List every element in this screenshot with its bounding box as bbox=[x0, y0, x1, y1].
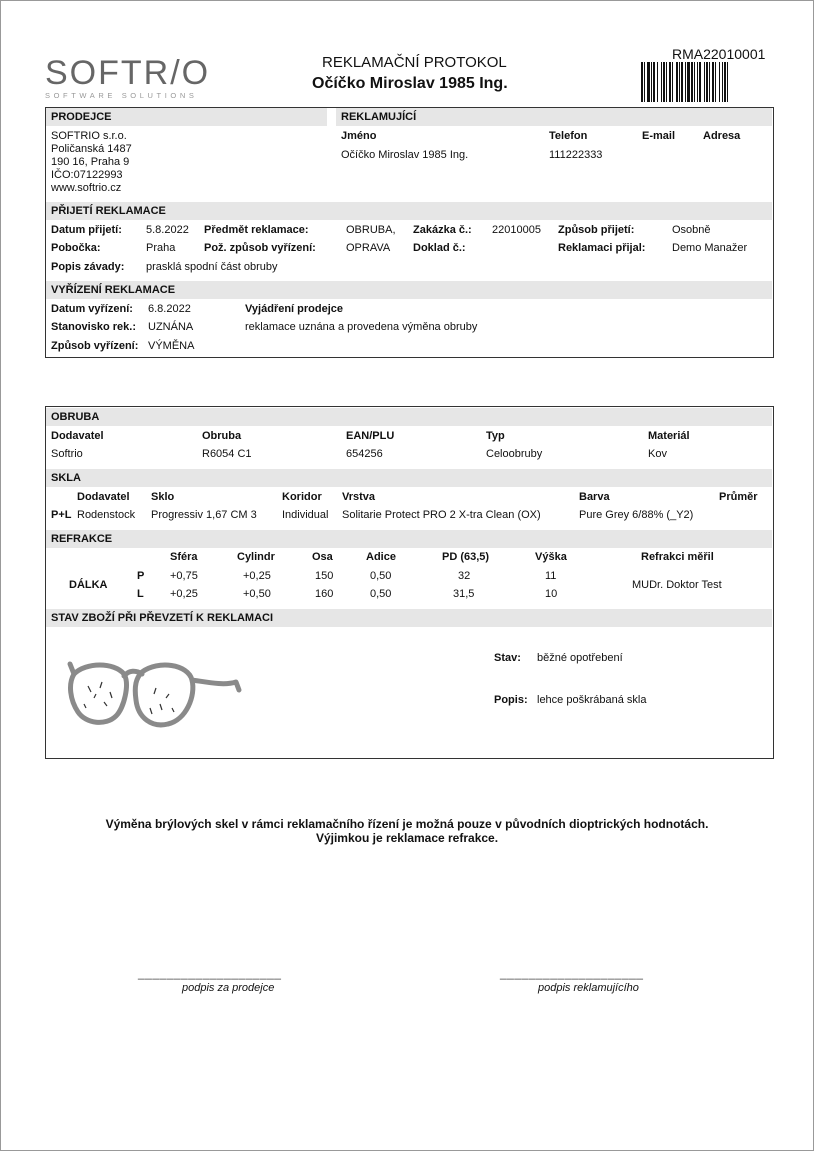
vyjadreni: reklamace uznána a provedena výměna obruby bbox=[245, 321, 478, 333]
zpusob-label: Způsob vyřízení: bbox=[51, 340, 139, 352]
reklamujici-col-telefon: Telefon bbox=[549, 130, 588, 142]
logo-word: SOFTR/O bbox=[45, 54, 211, 92]
refrakce-h-sfera: Sféra bbox=[170, 551, 198, 563]
refrakce-cylindr: +0,25 bbox=[243, 570, 271, 582]
refrakce-bar bbox=[46, 530, 772, 548]
refrakce-meril: MUDr. Doktor Test bbox=[632, 579, 722, 591]
barcode bbox=[640, 62, 772, 102]
obruba-material: Kov bbox=[648, 448, 667, 460]
refrakce-h-vyska: Výška bbox=[535, 551, 567, 563]
datum-vyrizeni-label: Datum vyřízení: bbox=[51, 303, 133, 315]
refrakce-h-pd: PD (63,5) bbox=[442, 551, 490, 563]
stanovisko-label: Stanovisko rek.: bbox=[51, 321, 136, 333]
skla-heading: SKLA bbox=[51, 472, 81, 484]
predmet: OBRUBA, bbox=[346, 224, 396, 236]
skla-h-vrstva: Vrstva bbox=[342, 491, 376, 503]
zpusob: VÝMĚNA bbox=[148, 340, 195, 352]
softrio-logo bbox=[45, 54, 210, 100]
refrakce-adice: 0,50 bbox=[370, 570, 392, 582]
signature-line-prodejce: ____________________ bbox=[138, 966, 282, 980]
obruba-h-obruba: Obruba bbox=[202, 430, 242, 442]
prodejce-line: Poličanská 1487 bbox=[51, 143, 132, 155]
stav-popis: lehce poškrábaná skla bbox=[537, 694, 647, 706]
obruba-bar bbox=[46, 408, 772, 426]
refrakce-heading: REFRAKCE bbox=[51, 533, 113, 545]
refrakce-h-cylindr: Cylindr bbox=[237, 551, 275, 563]
reklamujici-col-email: E-mail bbox=[642, 130, 676, 142]
refrakce-osa: 150 bbox=[315, 570, 334, 582]
zpusob-prijeti-label: Způsob přijetí: bbox=[558, 224, 635, 236]
rma-number: RMA22010001 bbox=[672, 46, 766, 62]
obruba-ean: 654256 bbox=[346, 448, 383, 460]
stav-heading: STAV ZBOŽÍ PŘI PŘEVZETÍ K REKLAMACI bbox=[51, 612, 274, 624]
pobocka-label: Pobočka: bbox=[51, 242, 101, 254]
refrakce-eye: L bbox=[137, 588, 144, 600]
signature-line-reklamujici: ____________________ bbox=[500, 966, 644, 980]
obruba-h-dodavatel: Dodavatel bbox=[51, 430, 104, 442]
prodejce-line: SOFTRIO s.r.o. bbox=[51, 130, 127, 142]
datum-vyrizeni: 6.8.2022 bbox=[148, 303, 191, 315]
datum-prijeti: 5.8.2022 bbox=[146, 224, 189, 236]
zakazka: 22010005 bbox=[492, 224, 541, 236]
zpusob-prijeti: Osobně bbox=[672, 224, 711, 236]
skla-barva: Pure Grey 6/88% (_Y2) bbox=[579, 509, 694, 521]
footer-note-line2: Výjimkou je reklamace refrakce. bbox=[315, 831, 499, 845]
document-title: REKLAMAČNÍ PROTOKOL bbox=[322, 54, 507, 71]
popis-zavady: prasklá spodní část obruby bbox=[146, 261, 278, 273]
reklamujici-col-adresa: Adresa bbox=[703, 130, 741, 142]
skla-koridor: Individual bbox=[282, 509, 329, 521]
refrakce-eye: P bbox=[137, 570, 145, 582]
pobocka: Praha bbox=[146, 242, 176, 254]
refrakce-h-adice: Adice bbox=[366, 551, 396, 563]
skla-dodavatel: Rodenstock bbox=[77, 509, 136, 521]
zakazka-label: Zakázka č.: bbox=[413, 224, 472, 236]
vyjadreni-label: Vyjádření prodejce bbox=[245, 303, 344, 315]
obruba-dodavatel: Softrio bbox=[51, 448, 83, 460]
prijal: Demo Manažer bbox=[672, 242, 748, 254]
refrakce-pd: 31,5 bbox=[453, 588, 475, 600]
refrakce-dalka: DÁLKA bbox=[69, 579, 108, 591]
popis-zavady-label: Popis závady: bbox=[51, 261, 125, 273]
obruba-h-ean: EAN/PLU bbox=[346, 430, 395, 442]
obruba-model: R6054 C1 bbox=[202, 448, 252, 460]
doklad-label: Doklad č.: bbox=[413, 242, 466, 254]
predmet-label: Předmět reklamace: bbox=[204, 224, 309, 236]
prodejce-line: IČO:07122993 bbox=[51, 169, 123, 181]
reklamujici-jmeno: Očíčko Miroslav 1985 Ing. bbox=[341, 149, 469, 161]
stav-label: Stav: bbox=[494, 652, 521, 664]
zpusob-vyrizeni: OPRAVA bbox=[346, 242, 391, 254]
reklamujici-telefon: 111222333 bbox=[549, 149, 603, 161]
prodejce-line: 190 16, Praha 9 bbox=[51, 156, 130, 168]
prodejce-heading: PRODEJCE bbox=[51, 111, 112, 123]
obruba-h-typ: Typ bbox=[486, 430, 505, 442]
stanovisko: UZNÁNA bbox=[148, 321, 194, 333]
skla-side: P+L bbox=[51, 509, 72, 521]
refrakce-vyska: 11 bbox=[545, 570, 557, 582]
refrakce-h-osa: Osa bbox=[312, 551, 333, 563]
skla-h-barva: Barva bbox=[579, 491, 610, 503]
obruba-typ: Celoobruby bbox=[486, 448, 543, 460]
document-subtitle: Očíčko Miroslav 1985 Ing. bbox=[312, 75, 508, 92]
refrakce-pd: 32 bbox=[458, 570, 471, 582]
logo-subtitle: SOFTWARE SOLUTIONS bbox=[45, 91, 198, 100]
refrakce-adice: 0,50 bbox=[370, 588, 392, 600]
zpusob-vyrizeni-label: Pož. způsob vyřízení: bbox=[204, 242, 316, 254]
signature-label-reklamujici: podpis reklamujícího bbox=[538, 982, 639, 994]
obruba-heading: OBRUBA bbox=[51, 411, 100, 423]
prodejce-website[interactable]: www.softrio.cz bbox=[51, 182, 122, 194]
skla-h-prumer: Průměr bbox=[719, 491, 758, 503]
skla-h-sklo: Sklo bbox=[151, 491, 175, 503]
prijal-label: Reklamaci přijal: bbox=[558, 242, 646, 254]
skla-vrstva: Solitarie Protect PRO 2 X-tra Clean (OX) bbox=[342, 509, 541, 521]
refrakce-vyska: 10 bbox=[545, 588, 558, 600]
stav-value: běžné opotřebení bbox=[537, 652, 623, 664]
vyrizeni-heading: VYŘÍZENÍ REKLAMACE bbox=[51, 284, 176, 296]
prijeti-heading: PŘIJETÍ REKLAMACE bbox=[51, 205, 166, 217]
footer-note-line1: Výměna brýlových skel v rámci reklamačního řízení je možná pouze v původních dioptrických hodnotách. bbox=[105, 817, 709, 831]
skla-bar bbox=[46, 469, 772, 487]
refrakce-osa: 160 bbox=[315, 588, 334, 600]
glasses-drawing bbox=[66, 652, 246, 734]
refrakce-sfera: +0,25 bbox=[170, 588, 198, 600]
skla-sklo: Progressiv 1,67 CM 3 bbox=[151, 509, 257, 521]
skla-h-koridor: Koridor bbox=[282, 491, 322, 503]
refrakce-cylindr: +0,50 bbox=[243, 588, 271, 600]
datum-prijeti-label: Datum přijetí: bbox=[51, 224, 122, 236]
obruba-h-material: Materiál bbox=[648, 430, 690, 442]
refrakce-h-meril: Refrakci měřil bbox=[641, 551, 714, 563]
reklamujici-col-jmeno: Jméno bbox=[341, 130, 377, 142]
signature-label-prodejce: podpis za prodejce bbox=[182, 982, 275, 994]
skla-h-dodavatel: Dodavatel bbox=[77, 491, 130, 503]
reklamujici-heading: REKLAMUJÍCÍ bbox=[341, 111, 417, 123]
refrakce-sfera: +0,75 bbox=[170, 570, 198, 582]
stav-popis-label: Popis: bbox=[494, 694, 528, 706]
